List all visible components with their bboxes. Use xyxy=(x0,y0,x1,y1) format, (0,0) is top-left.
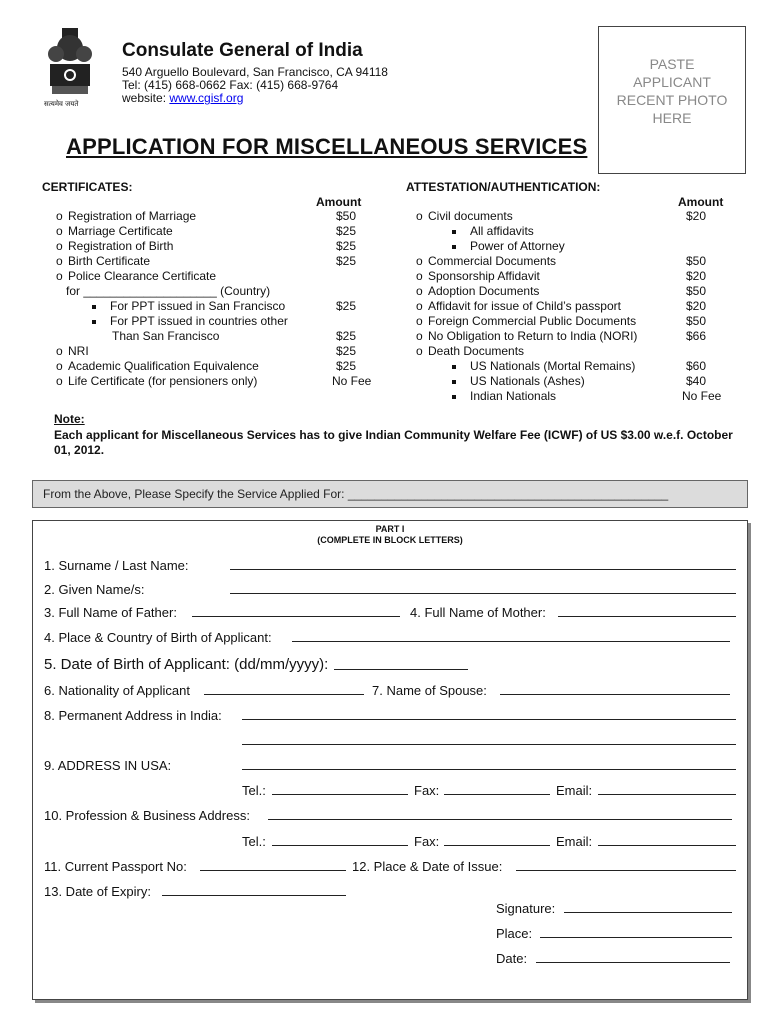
list-item[interactable]: For PPT issued in San Francisco $25 xyxy=(56,299,386,314)
list-item[interactable]: o NRI $25 xyxy=(56,344,357,358)
attestation-amount-heading: Amount xyxy=(678,195,724,209)
list-item[interactable]: Than San Francisco $25 xyxy=(112,329,357,343)
certificates-amount-heading: Amount xyxy=(316,195,362,209)
emblem-caption: सत्यमेव जयते xyxy=(44,100,79,108)
nationality-field[interactable] xyxy=(204,682,364,695)
list-item[interactable]: o No Obligation to Return to India (NORI) $66 xyxy=(416,329,707,343)
website-link[interactable]: www.cgisf.org xyxy=(169,91,244,105)
service-specify-field[interactable]: From the Above, Please Specify the Service Applied For: ________________________________________________ xyxy=(32,480,748,508)
list-item[interactable]: for ____________________ (Country) xyxy=(66,284,271,298)
tel-label-2: Tel.: xyxy=(242,834,266,849)
issue-label: 12. Place & Date of Issue: xyxy=(352,859,503,874)
photo-text: APPLICANT xyxy=(633,74,711,90)
fax-label: Fax: xyxy=(414,783,440,798)
spouse-field[interactable] xyxy=(500,682,730,695)
fax-label-2: Fax: xyxy=(414,834,440,849)
page-title: APPLICATION FOR MISCELLANEOUS SERVICES xyxy=(66,134,588,159)
fax-field-2[interactable] xyxy=(444,833,550,846)
surname-label: 1. Surname / Last Name: xyxy=(44,558,189,573)
tel-label: Tel.: xyxy=(242,783,266,798)
issue-field[interactable] xyxy=(516,858,736,871)
profession-label: 10. Profession & Business Address: xyxy=(44,808,250,823)
given-name-label: 2. Given Name/s: xyxy=(44,582,145,597)
perm-address-field-2[interactable] xyxy=(242,732,736,745)
expiry-label: 13. Date of Expiry: xyxy=(44,884,151,899)
photo-box xyxy=(598,26,746,174)
certificates-list xyxy=(56,209,386,389)
tel-field[interactable] xyxy=(272,782,408,795)
date-label: Date: xyxy=(496,951,528,966)
email-field-2[interactable] xyxy=(598,833,736,846)
contact-block xyxy=(122,66,388,105)
list-item[interactable]: For PPT issued in countries other xyxy=(56,314,386,329)
mother-name-field[interactable] xyxy=(558,604,736,617)
usa-address-field[interactable] xyxy=(242,757,736,770)
list-item[interactable]: o Foreign Commercial Public Documents $50 xyxy=(416,314,707,328)
list-item[interactable]: US Nationals (Ashes) $40 xyxy=(416,374,746,389)
signature-label: Signature: xyxy=(496,901,556,916)
list-item[interactable]: o Registration of Birth $25 xyxy=(56,239,357,253)
photo-text: RECENT PHOTO xyxy=(616,92,728,108)
list-item[interactable]: o Commercial Documents $50 xyxy=(416,254,707,268)
mother-name-label: 4. Full Name of Mother: xyxy=(410,605,546,620)
part-subtitle: (COMPLETE IN BLOCK LETTERS) xyxy=(317,535,463,545)
spouse-label: 7. Name of Spouse: xyxy=(372,683,487,698)
photo-text: HERE xyxy=(652,110,692,126)
expiry-field[interactable] xyxy=(162,883,346,896)
list-item[interactable]: Power of Attorney xyxy=(416,239,746,254)
list-item[interactable]: o Academic Qualification Equivalence $25 xyxy=(56,359,357,373)
father-name-field[interactable] xyxy=(192,604,400,617)
dob-label: 5. Date of Birth of Applicant: (dd/mm/yyyy): xyxy=(44,656,329,673)
perm-address-field[interactable] xyxy=(242,707,736,720)
list-item[interactable]: US Nationals (Mortal Remains) $60 xyxy=(416,359,746,374)
list-item[interactable]: o Affidavit for issue of Child’s passport $20 xyxy=(416,299,707,313)
photo-text: PASTE xyxy=(649,56,695,72)
list-item[interactable]: o Death Documents xyxy=(416,344,525,358)
nationality-label: 6. Nationality of Applicant xyxy=(44,683,190,698)
attestation-heading: ATTESTATION/AUTHENTICATION: xyxy=(406,180,601,194)
email-label-2: Email: xyxy=(556,834,593,849)
date-field[interactable] xyxy=(536,950,730,963)
note-heading: Note: xyxy=(54,412,85,426)
place-field[interactable] xyxy=(540,925,732,938)
given-name-field[interactable] xyxy=(230,581,736,594)
place-label: Place: xyxy=(496,926,533,941)
website-label: website: xyxy=(122,91,170,105)
perm-address-label: 8. Permanent Address in India: xyxy=(44,708,222,723)
list-item[interactable]: o Marriage Certificate $25 xyxy=(56,224,357,238)
phone-fax: Tel: (415) 668-0662 Fax: (415) 668-9764 xyxy=(122,78,339,92)
part-title: PART I xyxy=(375,524,405,534)
email-field[interactable] xyxy=(598,782,736,795)
list-item[interactable]: o Life Certificate (for pensioners only) No Fee xyxy=(56,374,372,388)
national-emblem-logo xyxy=(40,24,100,114)
address: 540 Arguello Boulevard, San Francisco, CA 94118 xyxy=(122,65,388,79)
attestation-list xyxy=(416,209,746,404)
fax-field[interactable] xyxy=(444,782,550,795)
usa-address-label: 9. ADDRESS IN USA: xyxy=(44,758,172,773)
list-item[interactable]: Indian Nationals No Fee xyxy=(416,389,746,404)
email-label: Email: xyxy=(556,783,593,798)
dob-field[interactable] xyxy=(334,657,468,670)
website-row xyxy=(122,92,388,105)
birthplace-field[interactable] xyxy=(292,629,730,642)
birthplace-label: 4. Place & Country of Birth of Applicant: xyxy=(44,630,272,645)
tel-field-2[interactable] xyxy=(272,833,408,846)
org-name: Consulate General of India xyxy=(122,40,363,61)
profession-field[interactable] xyxy=(268,807,732,820)
list-item[interactable]: All affidavits xyxy=(416,224,746,239)
list-item[interactable]: o Adoption Documents $50 xyxy=(416,284,707,298)
list-item[interactable]: o Sponsorship Affidavit $20 xyxy=(416,269,707,283)
list-item[interactable]: o Registration of Marriage $50 xyxy=(56,209,357,223)
note-text: Each applicant for Miscellaneous Services has to give Indian Community Welfare Fee (ICWF) of US $3.00 w.e.f. October 01, 2012. xyxy=(54,428,733,457)
certificates-heading: CERTIFICATES: xyxy=(42,180,133,194)
signature-field[interactable] xyxy=(564,900,732,913)
father-name-label: 3. Full Name of Father: xyxy=(44,605,177,620)
surname-field[interactable] xyxy=(230,557,736,570)
passport-field[interactable] xyxy=(200,858,346,871)
list-item[interactable]: o Police Clearance Certificate xyxy=(56,269,217,283)
list-item[interactable]: o Birth Certificate $25 xyxy=(56,254,357,268)
list-item[interactable]: o Civil documents $20 xyxy=(416,209,707,223)
passport-label: 11. Current Passport No: xyxy=(44,859,187,874)
